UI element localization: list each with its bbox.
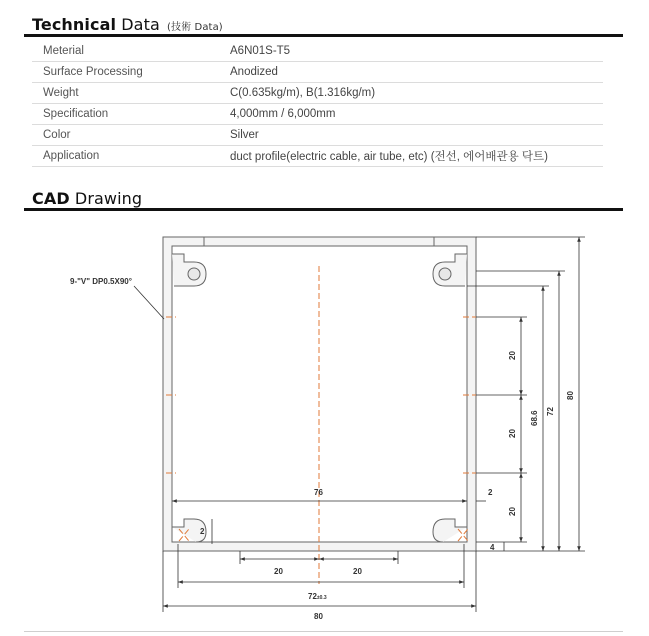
table-row	[32, 62, 603, 83]
cad-drawing-header	[24, 190, 623, 211]
spec-label: Specification	[32, 104, 219, 125]
spec-label: Surface Processing	[32, 62, 219, 83]
dim-2-lip: 2	[200, 527, 205, 536]
spec-value: C(0.635kg/m), B(1.316kg/m)	[219, 83, 603, 104]
dim-20-right: 20	[353, 567, 362, 576]
spec-value: duct profile(electric cable, air tube, etc) (전선, 에어배관용 닥트)	[219, 146, 603, 167]
groove-note: 9-"V" DP0.5X90°	[70, 277, 132, 286]
dim-4: 4	[490, 543, 495, 552]
spec-label: Color	[32, 125, 219, 146]
technical-data-title: Technical Data (技術 Data)	[32, 15, 223, 34]
spec-label: Application	[32, 146, 219, 167]
technical-data-subtitle: (技術 Data)	[167, 22, 223, 33]
cad-drawing	[24, 214, 623, 630]
dim-20-left: 20	[274, 567, 283, 576]
dim-76: 76	[314, 488, 323, 497]
spec-value: 4,000mm / 6,000mm	[219, 104, 603, 125]
dim-20-v-top: 20	[508, 351, 517, 360]
spec-value: Anodized	[219, 62, 603, 83]
spec-value: A6N01S-T5	[219, 41, 603, 62]
table-row	[32, 125, 603, 146]
spec-label: Weight	[32, 83, 219, 104]
spec-table	[32, 41, 603, 167]
dim-72-h: 72±0.3	[308, 592, 327, 601]
spec-label: Meterial	[32, 41, 219, 62]
cad-drawing-title: CAD Drawing	[32, 189, 143, 208]
spec-value: Silver	[219, 125, 603, 146]
dim-20-v-mid: 20	[508, 429, 517, 438]
bottom-divider	[24, 631, 623, 632]
table-row	[32, 41, 603, 62]
technical-data-header	[24, 16, 623, 37]
dim-20-v-bot: 20	[508, 507, 517, 516]
table-row	[32, 104, 603, 125]
dim-80-h: 80	[314, 612, 323, 621]
dim-80-v: 80	[566, 391, 575, 400]
dim-72-v: 72	[546, 407, 555, 416]
dim-68-6: 68.6	[530, 410, 539, 426]
table-row	[32, 83, 603, 104]
table-row	[32, 146, 603, 167]
dim-2-right: 2	[488, 488, 493, 497]
